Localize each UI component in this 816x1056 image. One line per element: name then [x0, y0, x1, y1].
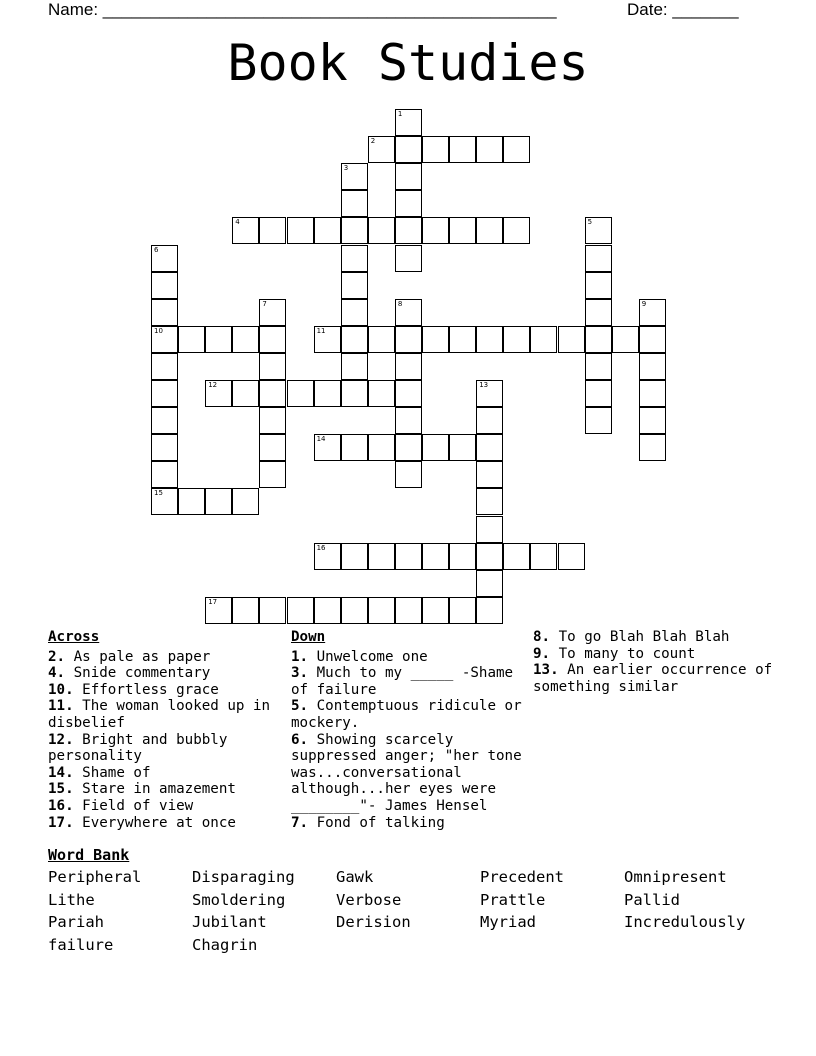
crossword-cell[interactable] [639, 299, 666, 326]
name-field-label: Name: ________________________________________________ [48, 0, 557, 19]
crossword-cell[interactable] [151, 434, 178, 461]
clue-item [291, 649, 526, 666]
crossword-cell[interactable] [395, 353, 422, 380]
crossword-cell[interactable] [151, 299, 178, 326]
crossword-cell[interactable] [259, 299, 286, 326]
clue-item-text: To many to count [550, 645, 696, 662]
crossword-cell[interactable] [530, 543, 557, 570]
clue-item [291, 815, 526, 832]
crossword-cell[interactable] [368, 543, 395, 570]
clue-item-number: 13. [533, 662, 559, 679]
clue-item-number: 10. [48, 681, 74, 698]
clue-item [533, 646, 773, 663]
crossword-cell[interactable] [449, 597, 476, 624]
clue-item-text: Snide commentary [65, 665, 211, 682]
clue-number: 13 [479, 381, 489, 389]
crossword-cell[interactable] [368, 434, 395, 461]
clue-item-text: Effortless grace [73, 681, 219, 698]
clue-number: 12 [208, 381, 218, 389]
clue-item-text: Showing scarcely suppressed anger; "her tone was...conversational although...her eyes were ________"- James Hensel [291, 731, 522, 814]
crossword-cell[interactable] [476, 326, 503, 353]
crossword-cell[interactable] [232, 380, 259, 407]
crossword-cell[interactable] [503, 217, 530, 244]
crossword-cell[interactable] [341, 353, 368, 380]
clue-item [48, 698, 278, 731]
crossword-cell[interactable] [476, 407, 503, 434]
clue-item-number: 8. [533, 629, 551, 645]
crossword-cell[interactable] [341, 326, 368, 353]
clue-number: 7 [262, 299, 267, 308]
clue-item-number: 6. [291, 731, 309, 748]
crossword-cell[interactable] [178, 488, 205, 515]
crossword-cell[interactable] [205, 488, 232, 515]
clue-number: 16 [316, 543, 326, 552]
clue-item [48, 649, 278, 666]
clue-item [291, 732, 526, 815]
crossword-cell[interactable] [585, 353, 612, 380]
clue-item [48, 798, 278, 815]
crossword-cell[interactable] [395, 380, 422, 407]
clue-item-number: 15. [48, 781, 74, 798]
clue-item-number: 11. [48, 698, 74, 715]
crossword-cell[interactable] [395, 461, 422, 488]
page-title: Book Studies [227, 34, 589, 92]
clue-item-text: As pale as paper [65, 648, 211, 665]
clue-item-text: The woman looked up in disbelief [48, 698, 271, 731]
word-bank-item: Disparaging [192, 868, 295, 886]
crossword-cell[interactable] [259, 380, 286, 407]
crossword-cell[interactable] [449, 217, 476, 244]
clue-item-number: 3. [291, 665, 309, 682]
crossword-cell[interactable] [368, 326, 395, 353]
word-bank-item: Gawk [336, 868, 374, 886]
crossword-cell[interactable] [476, 434, 503, 461]
crossword-cell[interactable] [422, 217, 449, 244]
clue-item [533, 662, 773, 695]
crossword-cell[interactable] [395, 597, 422, 624]
clue-item-number: 1. [291, 648, 309, 665]
crossword-cell[interactable] [639, 353, 666, 380]
crossword-cell[interactable] [395, 245, 422, 272]
crossword-cell[interactable] [151, 353, 178, 380]
crossword-cell[interactable] [314, 597, 341, 624]
crossword-cell[interactable] [395, 217, 422, 244]
word-bank-item: Prattle [480, 890, 546, 909]
crossword-cell[interactable] [395, 163, 422, 190]
crossword-cell[interactable] [151, 488, 178, 515]
clue-item-text: Contemptuous ridicule or mockery. [291, 698, 522, 731]
crossword-cell[interactable] [585, 245, 612, 272]
clue-item [48, 682, 278, 699]
crossword-cell[interactable] [476, 516, 503, 543]
crossword-cell[interactable] [314, 380, 341, 407]
crossword-cell[interactable] [639, 326, 666, 353]
crossword-cell[interactable] [341, 245, 368, 272]
crossword-cell[interactable] [639, 380, 666, 407]
crossword-cell[interactable] [476, 461, 503, 488]
down-clues-continued [533, 629, 773, 695]
clue-item-text: Stare in amazement [73, 781, 236, 798]
clue-item-text: Unwelcome one [308, 648, 428, 665]
clue-item [48, 815, 278, 832]
crossword-cell[interactable] [341, 597, 368, 624]
clue-item [48, 665, 278, 682]
word-bank-item: Precedent [480, 868, 564, 886]
clue-item-text: Much to my _____ -Shame of failure [291, 665, 514, 698]
crossword-cell[interactable] [178, 326, 205, 353]
crossword-cell[interactable] [368, 597, 395, 624]
clue-number: 5 [587, 218, 593, 227]
crossword-cell[interactable] [530, 326, 557, 353]
crossword-cell[interactable] [205, 326, 232, 353]
crossword-cell[interactable] [558, 543, 585, 570]
clue-number: 17 [208, 597, 218, 606]
crossword-cell[interactable] [476, 136, 503, 163]
crossword-cell[interactable] [341, 380, 368, 407]
word-bank-item: Myriad [480, 913, 536, 932]
clue-number: 3 [343, 164, 349, 173]
word-bank-item: Derision [336, 913, 411, 932]
crossword-cell[interactable] [422, 597, 449, 624]
crossword-cell[interactable] [151, 326, 178, 353]
crossword-cell[interactable] [639, 434, 666, 461]
crossword-cell[interactable] [232, 488, 259, 515]
crossword-cell[interactable] [232, 326, 259, 353]
crossword-cell[interactable] [259, 217, 286, 244]
word-bank-item: Incredulously [624, 913, 746, 932]
crossword-cell[interactable] [232, 217, 259, 244]
crossword-cell[interactable] [259, 597, 286, 624]
clue-item-text: An earlier occurrence of something similar [533, 662, 773, 695]
word-bank-item: Omnipresent [624, 868, 727, 886]
clue-number: 6 [154, 245, 159, 254]
crossword-cell[interactable] [341, 272, 368, 299]
crossword-cell[interactable] [558, 326, 585, 353]
crossword-cell[interactable] [476, 570, 503, 597]
clue-item-text: Bright and bubbly personality [48, 731, 228, 765]
crossword-cell[interactable] [476, 543, 503, 570]
crossword-cell[interactable] [449, 543, 476, 570]
clue-item [48, 732, 278, 765]
crossword-cell[interactable] [395, 434, 422, 461]
clue-number: 14 [316, 435, 326, 444]
crossword-cell[interactable] [368, 217, 395, 244]
crossword-cell[interactable] [395, 136, 422, 163]
word-bank-item: Smoldering [192, 890, 286, 909]
crossword-cell[interactable] [395, 109, 422, 136]
crossword-cell[interactable] [314, 434, 341, 461]
crossword-cell[interactable] [449, 434, 476, 461]
clue-number: 11 [316, 326, 326, 335]
clue-item-text: Fond of talking [308, 814, 445, 831]
crossword-cell[interactable] [585, 217, 612, 244]
word-bank-item: Jubilant [192, 913, 267, 932]
clue-item [48, 781, 278, 798]
crossword-cell[interactable] [341, 190, 368, 217]
clue-item-number: 5. [291, 698, 309, 715]
word-bank-item: Verbose [336, 890, 402, 909]
crossword-cell[interactable] [422, 543, 449, 570]
crossword-cell[interactable] [422, 326, 449, 353]
crossword-cell[interactable] [449, 136, 476, 163]
down-heading: Down [291, 629, 326, 645]
crossword-cell[interactable] [585, 299, 612, 326]
crossword-cell[interactable] [476, 597, 503, 624]
word-bank-item: Lithe [48, 890, 95, 909]
crossword-cell[interactable] [151, 272, 178, 299]
crossword-cell[interactable] [287, 380, 314, 407]
crossword-cell[interactable] [476, 488, 503, 515]
crossword-cell[interactable] [422, 136, 449, 163]
crossword-cell[interactable] [639, 407, 666, 434]
clue-number: 8 [397, 299, 403, 308]
clue-item-number: 9. [533, 645, 551, 662]
crossword-cell[interactable] [368, 136, 395, 163]
word-bank-item: Chagrin [192, 936, 258, 955]
crossword-cell[interactable] [476, 217, 503, 244]
crossword-cell[interactable] [151, 245, 178, 272]
clue-number: 4 [235, 218, 240, 227]
date-field-label: Date: _______ [627, 0, 739, 19]
crossword-cell[interactable] [341, 163, 368, 190]
crossword-cell[interactable] [341, 299, 368, 326]
crossword-cell[interactable] [151, 380, 178, 407]
crossword-cell[interactable] [287, 597, 314, 624]
crossword-cell[interactable] [259, 326, 286, 353]
clue-number: 2 [370, 137, 376, 146]
crossword-cell[interactable] [341, 217, 368, 244]
crossword-cell[interactable] [259, 407, 286, 434]
word-bank-item: failure [48, 936, 114, 955]
clue-number: 15 [154, 489, 163, 498]
clue-item-number: 14. [48, 764, 74, 781]
crossword-cell[interactable] [205, 597, 232, 624]
crossword-cell[interactable] [395, 190, 422, 217]
crossword-cell[interactable] [232, 597, 259, 624]
clue-item-number: 7. [291, 814, 309, 831]
crossword-cell[interactable] [314, 543, 341, 570]
crossword-cell[interactable] [449, 326, 476, 353]
crossword-cell[interactable] [503, 326, 530, 353]
crossword-cell[interactable] [503, 136, 530, 163]
across-heading: Across [48, 629, 100, 645]
clue-item-number: 17. [48, 814, 74, 831]
crossword-cell[interactable] [151, 407, 178, 434]
clue-item-number: 2. [48, 648, 66, 665]
crossword-cell[interactable] [585, 407, 612, 434]
crossword-cell[interactable] [259, 461, 286, 488]
crossword-cell[interactable] [341, 543, 368, 570]
word-bank-item: Pariah [48, 913, 104, 932]
clue-item [291, 665, 526, 698]
clue-item-text: Field of view [73, 797, 194, 814]
crossword-cell[interactable] [422, 434, 449, 461]
clue-number: 1 [397, 110, 403, 118]
clue-item [533, 629, 773, 646]
crossword-cell[interactable] [476, 380, 503, 407]
crossword-cell[interactable] [395, 407, 422, 434]
clue-item-number: 4. [48, 665, 66, 682]
word-bank-item: Pallid [624, 890, 680, 909]
clue-item-text: Everywhere at once [73, 814, 236, 831]
crossword-cell[interactable] [205, 380, 232, 407]
crossword-cell[interactable] [585, 326, 612, 353]
clue-number: 10 [154, 326, 163, 335]
crossword-cell[interactable] [314, 326, 341, 353]
crossword-cell[interactable] [287, 217, 314, 244]
down-clues [291, 629, 526, 831]
across-clues [48, 629, 278, 831]
clue-item [48, 765, 278, 782]
word-bank-heading: Word Bank [48, 846, 130, 864]
clue-item-number: 16. [48, 797, 74, 814]
word-bank-item: Peripheral [48, 868, 142, 886]
crossword-cell[interactable] [259, 353, 286, 380]
crossword-cell[interactable] [314, 217, 341, 244]
crossword-cell[interactable] [395, 543, 422, 570]
clue-item-text: Shame of [73, 764, 151, 781]
crossword-cell[interactable] [259, 434, 286, 461]
crossword-cell[interactable] [503, 543, 530, 570]
crossword-cell[interactable] [395, 299, 422, 326]
crossword-cell[interactable] [368, 380, 395, 407]
clue-number: 9 [641, 299, 647, 308]
crossword-cell[interactable] [585, 272, 612, 299]
clue-item-number: 12. [48, 731, 74, 748]
crossword-cell[interactable] [395, 326, 422, 353]
clue-item-text: To go Blah Blah Blah [550, 629, 730, 645]
crossword-cell[interactable] [151, 461, 178, 488]
crossword-cell[interactable] [585, 380, 612, 407]
clue-item [291, 698, 526, 731]
crossword-cell[interactable] [341, 434, 368, 461]
crossword-cell[interactable] [612, 326, 639, 353]
